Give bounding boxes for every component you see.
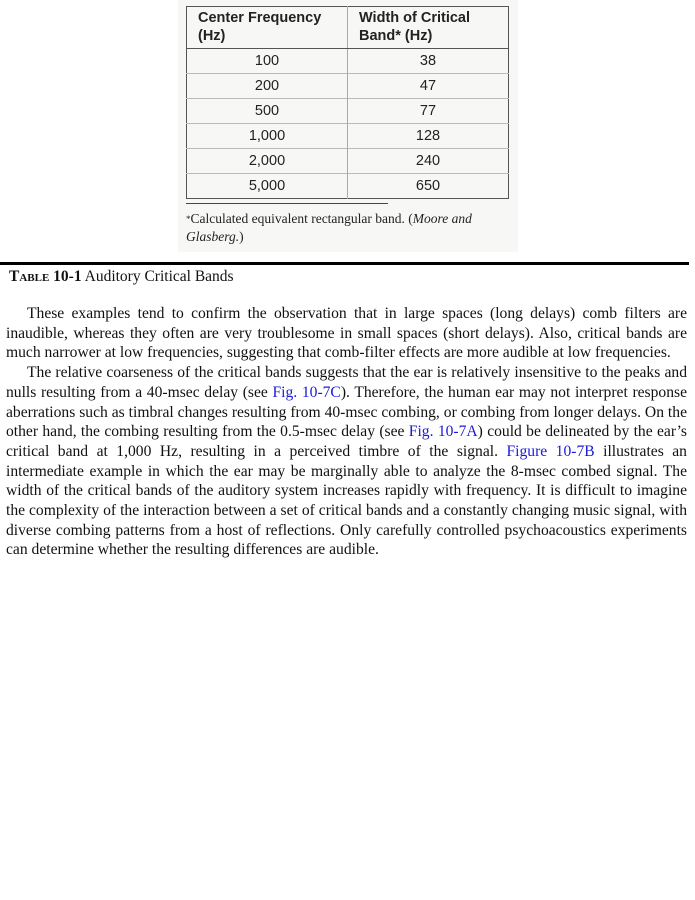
table-row <box>187 174 509 199</box>
table-header-row <box>187 7 509 49</box>
paragraph-text: illustrates an intermediate example in which the ear may be marginally able to analyze the 8-msec combed signal. The width of the critical bands of the auditory system increases rapidly with frequency. It is difficult to imagine the complexity of the interaction between a set of critical bands and a constantly changing music signal, with diverse combing patterns from a host of reflections. Only carefully controlled psychoacoustics experiments can determine whether the resulting differences are audible. <box>6 442 687 559</box>
table-caption <box>9 268 234 286</box>
critical-bands-table <box>186 6 509 199</box>
center-frequency-cell: 500 <box>187 99 348 124</box>
critical-band-width-cell: 47 <box>348 74 509 99</box>
footnote-text: Calculated equivalent rectangular band. ( <box>190 211 413 226</box>
center-frequency-cell: 100 <box>254 53 280 69</box>
center-frequency-cell: 5,000 <box>187 174 348 199</box>
table-row <box>187 99 509 124</box>
table-figure <box>178 0 518 252</box>
footnote-marker: * <box>186 214 191 224</box>
center-frequency-cell: 2,000 <box>187 149 348 174</box>
critical-band-width-cell: 77 <box>348 99 509 124</box>
footnote-divider <box>186 203 388 204</box>
caption-title: Auditory Critical Bands <box>84 268 234 285</box>
paragraph-text: ). Therefore, the human ear may not interpret response aberrations such as timbral changes resulting from 40-msec combing, or combing from longer delays. On the other hand, the combing resulting from the 0.5-msec delay (see <box>6 383 688 441</box>
critical-band-width-cell: 650 <box>348 174 509 199</box>
paragraph-text: The relative coarseness of the critical bands suggests that the ear is relatively insensitive to the peaks and nulls resulting from a 40-msec delay (see <box>6 364 687 401</box>
column-header-critical-band-width: Width of Critical Band* (Hz) <box>348 7 509 49</box>
body-paragraph <box>6 363 687 560</box>
table-row <box>187 74 509 99</box>
table-body <box>187 49 509 199</box>
table-footnote <box>186 210 516 246</box>
paragraph-text: These examples tend to confirm the observation that in large spaces (long delays) comb filters are inaudible, whereas they often are very troublesome in small spaces (short delays). Also, critical bands are much narrower at low frequencies, suggesting that comb-filter effects are more audible at low frequencies. <box>6 305 687 362</box>
critical-band-width-cell: 240 <box>348 149 509 174</box>
body-text <box>6 304 687 560</box>
figure-reference-link[interactable]: Fig. 10-7A <box>408 423 478 441</box>
footnote-author: Moore and Glasberg. <box>186 211 472 244</box>
center-frequency-cell: 1,000 <box>187 124 348 149</box>
caption-label: Table 10-1 <box>9 268 82 285</box>
paragraph-text: ) could be delineated by the ear’s critical band at 1,000 Hz, resulting in a perceived timbre of the signal. <box>6 423 687 460</box>
critical-band-width-cell: 38 <box>348 49 509 74</box>
body-paragraph <box>6 304 687 363</box>
table-row <box>187 124 509 149</box>
footnote-close: ) <box>239 229 244 244</box>
table-row <box>187 149 509 174</box>
column-header-center-frequency: Center Frequency (Hz) <box>187 7 348 49</box>
table-row <box>187 49 509 74</box>
figure-reference-link[interactable]: Figure 10-7B <box>506 442 595 460</box>
caption-rule <box>0 262 689 265</box>
center-frequency-cell: 200 <box>187 74 348 99</box>
critical-band-width-cell: 128 <box>348 124 509 149</box>
figure-reference-link[interactable]: Fig. 10-7C <box>272 383 341 401</box>
